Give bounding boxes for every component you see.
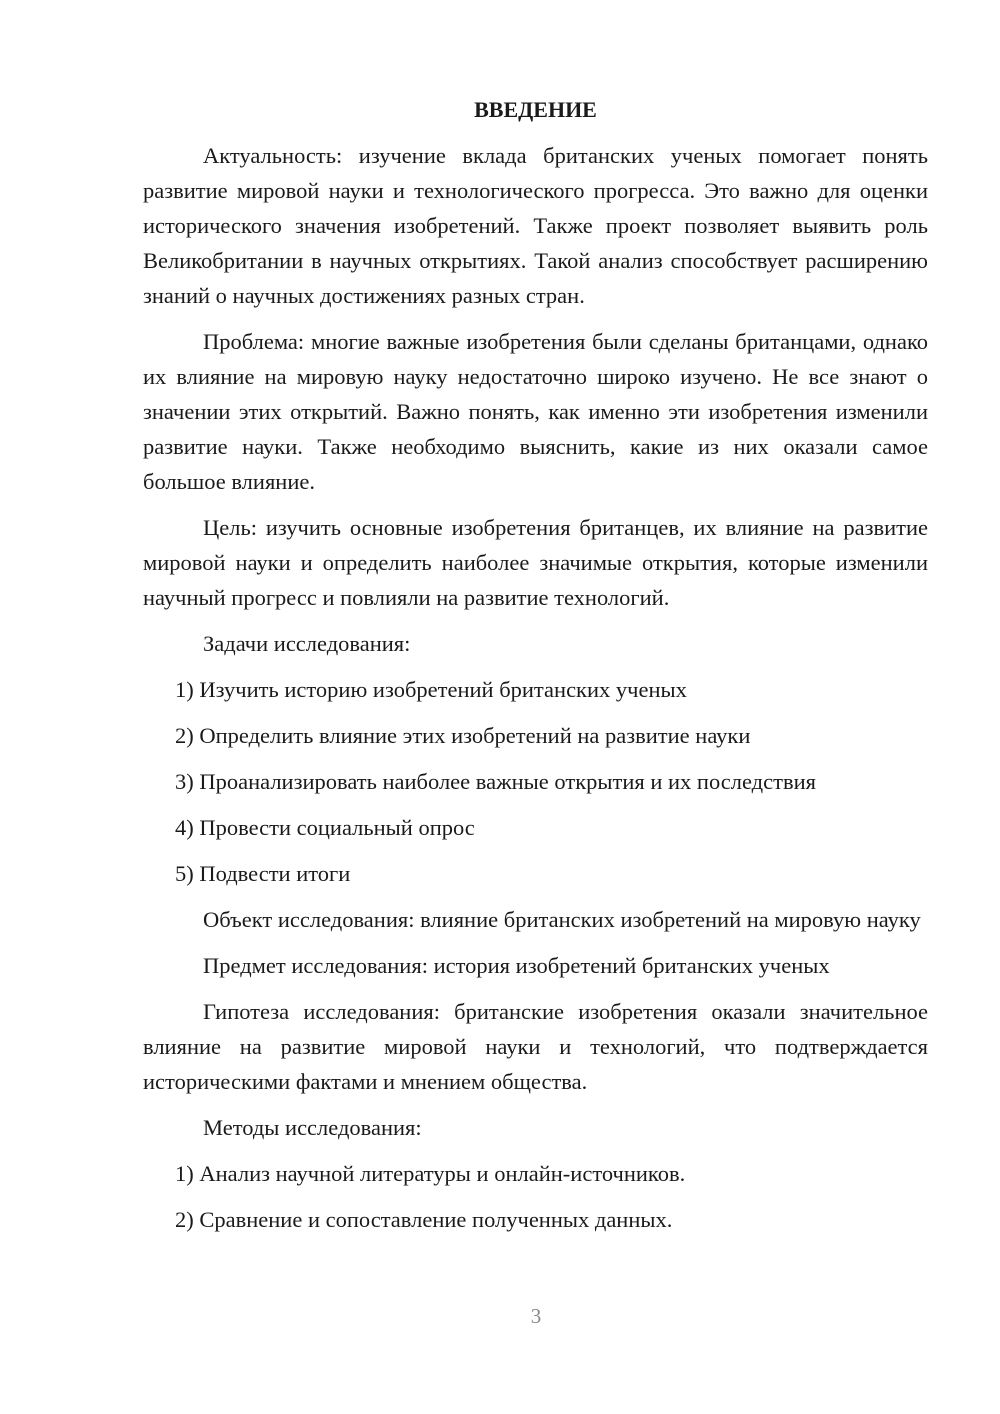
method-item-1: 1) Анализ научной литературы и онлайн-источников.	[175, 1161, 686, 1186]
object-paragraph: Объект исследования: влияние британских изобретений на мировую науку	[203, 907, 921, 932]
task-item-5: 5) Подвести итоги	[175, 861, 351, 886]
goal-paragraph: Цель: изучить основные изобретения британцев, их влияние на развитие мировой науки и определить наиболее значимые открытия, которые изменили научный прогресс и повлияли на развитие технологий.	[143, 515, 928, 610]
tasks-heading: Задачи исследования:	[203, 631, 411, 656]
task-item-3: 3) Проанализировать наиболее важные открытия и их последствия	[175, 769, 816, 794]
page-number: 3	[530, 1304, 542, 1328]
method-item-2: 2) Сравнение и сопоставление полученных данных.	[175, 1207, 673, 1232]
hypothesis-paragraph: Гипотеза исследования: британские изобретения оказали значительное влияние на развитие мировой науки и технологий, что подтверждается историческими фактами и мнением общества.	[143, 999, 928, 1094]
relevance-paragraph: Актуальность: изучение вклада британских ученых помогает понять развитие мировой науки и технологического прогресса. Это важно для оценки исторического значения изобретений. Также проект позволяет выявить роль Великобритании в научных открытиях. Такой анализ способствует расширению знаний о научных достижениях разных стран.	[143, 143, 928, 308]
subject-paragraph: Предмет исследования: история изобретений британских ученых	[203, 953, 830, 978]
task-item-1: 1) Изучить историю изобретений британских ученых	[175, 677, 687, 702]
problem-paragraph: Проблема: многие важные изобретения были сделаны британцами, однако их влияние на мировую науку недостаточно широко изучено. Не все знают о значении этих открытий. Важно понять, как именно эти изобретения изменили развитие науки. Также необходимо выяснить, какие из них оказали самое большое влияние.	[143, 329, 928, 494]
document-page	[143, 92, 928, 1248]
task-item-2: 2) Определить влияние этих изобретений на развитие науки	[175, 723, 751, 748]
methods-heading: Методы исследования:	[203, 1115, 422, 1140]
task-item-4: 4) Провести социальный опрос	[175, 815, 475, 840]
section-title: ВВЕДЕНИЕ	[474, 97, 597, 122]
